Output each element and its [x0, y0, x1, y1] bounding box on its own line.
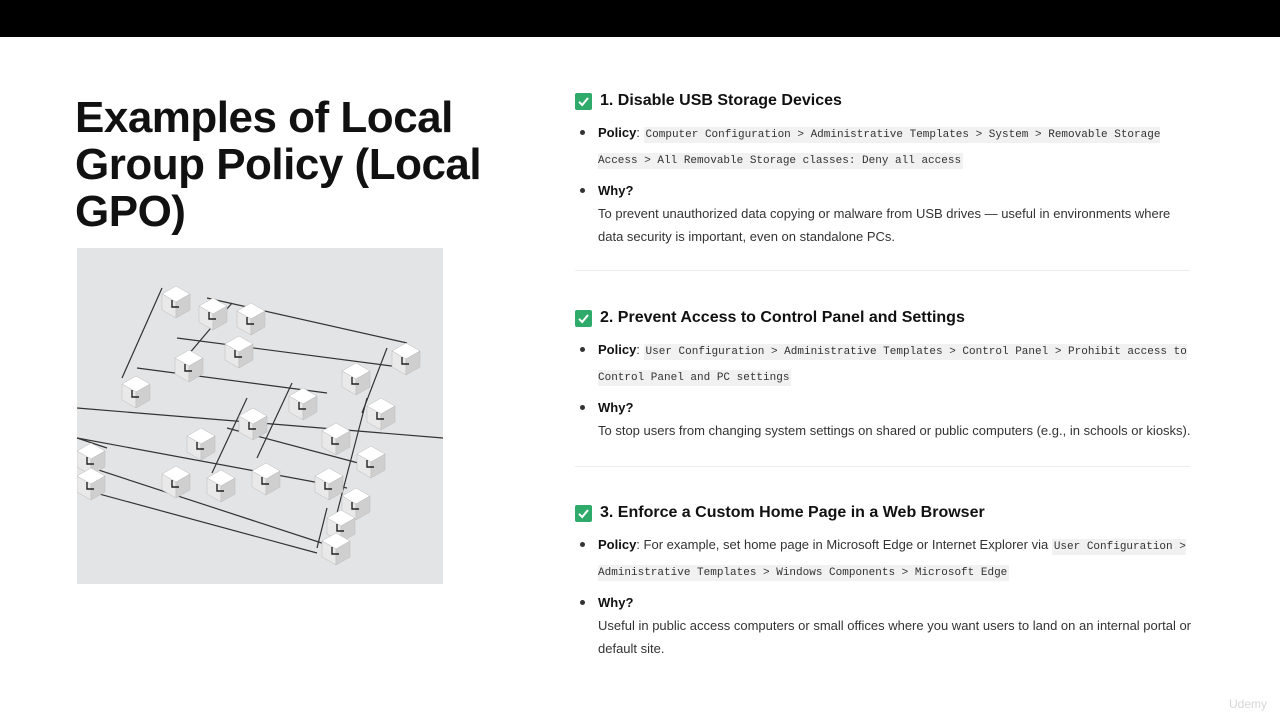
slide-title: Examples of Local Group Policy (Local GPO) [75, 93, 482, 236]
cube [289, 388, 317, 420]
policy-item: Policy: User Configuration > Administrative Templates > Control Panel > Prohibit access to Control Panel and PC settings [575, 338, 1195, 390]
cube [162, 286, 190, 318]
why-item: Why? To stop users from changing system settings on shared or public computers (e.g., in schools or kiosks). [575, 396, 1195, 442]
connector-line [137, 368, 327, 393]
policy-item: Policy: For example, set home page in Microsoft Edge or Internet Explorer via User Configuration > Administrative Templates > Windows Components > Microsoft Edge [575, 533, 1195, 585]
section-divider [575, 270, 1190, 271]
why-text: Useful in public access computers or small offices where you want users to land on an internal portal or default site. [598, 618, 1191, 656]
policy-path: Computer Configuration > Administrative Templates > System > Removable Storage Access > All Removable Storage classes: Deny all access [598, 129, 1161, 167]
connector-line [77, 463, 337, 548]
cube [322, 423, 350, 455]
cube [175, 350, 203, 382]
cube [237, 303, 265, 335]
section-1-heading: 1. Disable USB Storage Devices [600, 92, 842, 109]
section-1 [575, 89, 1195, 248]
network-cubes-graphic [77, 248, 443, 584]
section-3 [575, 501, 1195, 660]
checkmark-icon [575, 310, 592, 327]
why-text: To prevent unauthorized data copying or malware from USB drives — useful in environments where data security is important, even on standalone PCs. [598, 206, 1171, 244]
why-item: Why? Useful in public access computers or small offices where you want users to land on an internal portal or default site. [575, 591, 1195, 660]
policy-path: User Configuration > Administrative Templates > Windows Components > Microsoft Edge [598, 541, 1186, 579]
cube [367, 398, 395, 430]
connector-line [212, 398, 247, 473]
policy-path: User Configuration > Administrative Templates > Control Panel > Prohibit access to Control Panel and PC settings [598, 346, 1187, 384]
cube [162, 466, 190, 498]
cube [392, 343, 420, 375]
section-3-heading: 3. Enforce a Custom Home Page in a Web Browser [600, 504, 985, 521]
section-divider [575, 466, 1190, 467]
policy-item: Policy: Computer Configuration > Administrative Templates > System > Removable Storage Access > All Removable Storage classes: Deny all access [575, 121, 1195, 173]
cube [357, 446, 385, 478]
section-2 [575, 306, 1195, 442]
cube [225, 336, 253, 368]
udemy-watermark: Udemy [1229, 697, 1268, 711]
connector-line [177, 338, 407, 368]
why-text: To stop users from changing system settings on shared or public computers (e.g., in schools or kiosks). [598, 423, 1191, 438]
cube [122, 376, 150, 408]
cube [77, 468, 105, 500]
cube [239, 408, 267, 440]
checkmark-icon [575, 93, 592, 110]
cube [315, 468, 343, 500]
why-item: Why? To prevent unauthorized data copying or malware from USB drives — useful in environments where data security is important, even on standalone PCs. [575, 179, 1195, 248]
cube [199, 298, 227, 330]
checkmark-icon [575, 505, 592, 522]
section-2-heading: 2. Prevent Access to Control Panel and Settings [600, 309, 965, 326]
connector-line [122, 288, 162, 378]
cube [252, 463, 280, 495]
top-black-bar [0, 0, 1280, 37]
cube [207, 470, 235, 502]
connector-line [77, 488, 317, 553]
network-cubes-illustration [77, 248, 443, 584]
cube [187, 428, 215, 460]
cube [342, 363, 370, 395]
